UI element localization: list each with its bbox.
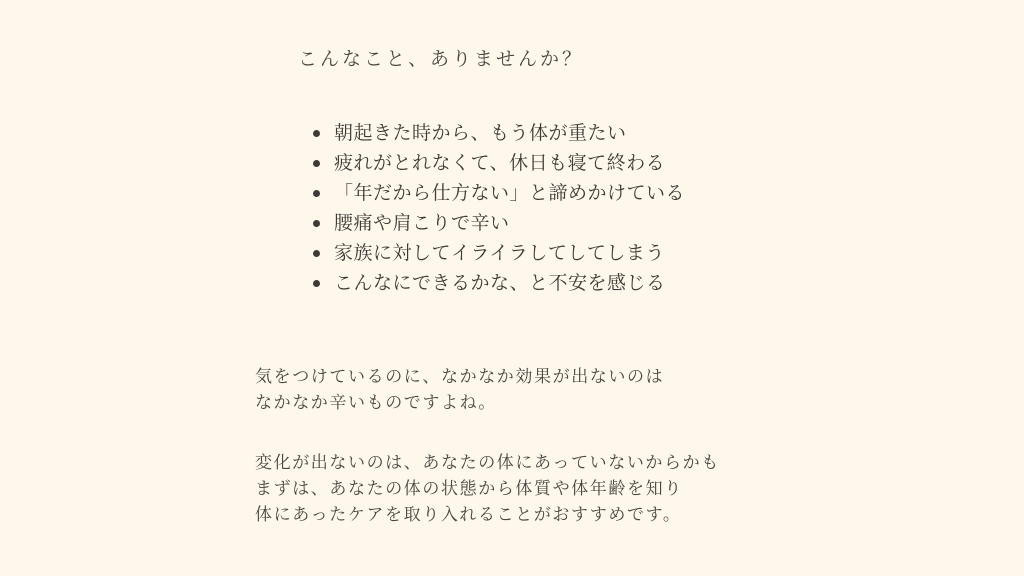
bullet-icon <box>313 160 320 167</box>
list-item-text: 朝起きた時から、もう体が重たい <box>334 122 627 144</box>
list-item <box>312 238 685 268</box>
list-item-text: 家族に対してイライラしてしてしまう <box>334 242 665 264</box>
bullet-icon <box>313 130 320 137</box>
list-item-text: こんなにできるかな、と不安を感じる <box>334 272 666 294</box>
paragraph-line: なかなか辛いものですよね。 <box>255 393 497 413</box>
bullet-icon <box>313 190 320 197</box>
list-item <box>312 178 685 208</box>
bullet-icon <box>313 280 320 287</box>
list-item <box>312 118 685 148</box>
list-item <box>312 148 685 178</box>
list-item-text: 腰痛や肩こりで辛い <box>334 212 510 234</box>
paragraph-line: まずは、あなたの体の状態から体質や体年齢を知り <box>255 479 683 499</box>
empathy-paragraph <box>255 364 664 416</box>
list-item-text: 疲れがとれなくて、休日も寝て終わる <box>334 152 666 174</box>
list-item-text: 「年だから仕方ない」と諦めかけている <box>334 182 686 204</box>
paragraph-line: 体にあったケアを取り入れることがおすすめです。 <box>255 505 682 525</box>
page-heading: こんなこと、ありませんか？ <box>298 48 585 70</box>
paragraph-line: 気をつけているのに、なかなか効果が出ないのは <box>255 367 665 387</box>
list-item <box>312 268 685 298</box>
symptom-checklist <box>312 118 685 298</box>
recommendation-paragraph <box>255 450 720 528</box>
bullet-icon <box>313 220 320 227</box>
paragraph-line: 変化が出ないのは、あなたの体にあっていないからかも <box>255 453 720 473</box>
list-item <box>312 208 685 238</box>
bullet-icon <box>313 250 320 257</box>
